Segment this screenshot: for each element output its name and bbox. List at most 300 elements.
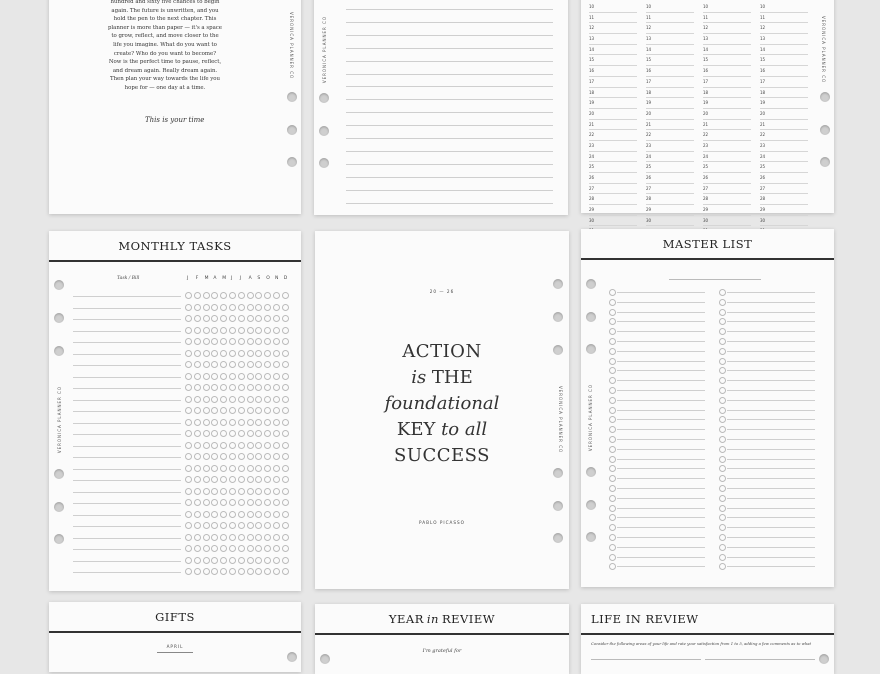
day-cell[interactable]: 21 [646, 120, 694, 131]
list-checkbox[interactable] [719, 358, 726, 365]
task-line[interactable] [73, 538, 181, 539]
day-cell[interactable]: 23 [703, 141, 751, 152]
task-checkbox[interactable] [247, 419, 254, 426]
list-checkbox[interactable] [719, 309, 726, 316]
task-checkbox[interactable] [229, 534, 236, 541]
task-line[interactable] [73, 457, 181, 458]
list-line[interactable] [727, 527, 815, 528]
task-checkbox[interactable] [282, 315, 289, 322]
day-cell[interactable]: 18 [703, 88, 751, 99]
list-checkbox[interactable] [609, 426, 616, 433]
list-checkbox[interactable] [719, 377, 726, 384]
task-checkbox[interactable] [273, 396, 280, 403]
day-cell[interactable]: 27 [760, 184, 808, 195]
task-checkbox[interactable] [229, 407, 236, 414]
task-checkbox[interactable] [203, 361, 210, 368]
task-checkbox[interactable] [203, 430, 210, 437]
day-cell[interactable]: 15 [646, 55, 694, 66]
task-checkbox[interactable] [247, 292, 254, 299]
task-checkbox[interactable] [185, 315, 192, 322]
task-checkbox[interactable] [229, 315, 236, 322]
task-checkbox[interactable] [255, 373, 262, 380]
task-checkbox[interactable] [247, 338, 254, 345]
task-checkbox[interactable] [282, 499, 289, 506]
task-line[interactable] [73, 423, 181, 424]
task-checkbox[interactable] [194, 557, 201, 564]
list-line[interactable] [617, 498, 705, 499]
task-checkbox[interactable] [229, 361, 236, 368]
task-checkbox[interactable] [273, 430, 280, 437]
task-checkbox[interactable] [264, 315, 271, 322]
task-line[interactable] [73, 342, 181, 343]
task-checkbox[interactable] [247, 373, 254, 380]
list-checkbox[interactable] [609, 514, 616, 521]
task-checkbox[interactable] [220, 465, 227, 472]
task-checkbox[interactable] [229, 338, 236, 345]
task-checkbox[interactable] [194, 350, 201, 357]
task-checkbox[interactable] [282, 465, 289, 472]
task-checkbox[interactable] [229, 292, 236, 299]
task-checkbox[interactable] [203, 499, 210, 506]
day-cell[interactable]: 30 [760, 216, 808, 227]
task-checkbox[interactable] [247, 361, 254, 368]
day-cell[interactable]: 10 [760, 2, 808, 13]
task-checkbox[interactable] [185, 511, 192, 518]
task-checkbox[interactable] [211, 430, 218, 437]
list-line[interactable] [727, 351, 815, 352]
day-cell[interactable]: 28 [589, 194, 637, 205]
list-checkbox[interactable] [609, 436, 616, 443]
task-checkbox[interactable] [264, 557, 271, 564]
task-checkbox[interactable] [255, 568, 262, 575]
task-checkbox[interactable] [282, 419, 289, 426]
task-checkbox[interactable] [264, 430, 271, 437]
task-checkbox[interactable] [185, 407, 192, 414]
list-checkbox[interactable] [609, 465, 616, 472]
list-line[interactable] [617, 370, 705, 371]
task-line[interactable] [73, 388, 181, 389]
list-line[interactable] [727, 488, 815, 489]
task-checkbox[interactable] [194, 476, 201, 483]
task-checkbox[interactable] [229, 419, 236, 426]
task-checkbox[interactable] [203, 315, 210, 322]
task-checkbox[interactable] [273, 488, 280, 495]
task-checkbox[interactable] [211, 465, 218, 472]
task-checkbox[interactable] [211, 327, 218, 334]
day-cell[interactable]: 23 [589, 141, 637, 152]
list-line[interactable] [727, 400, 815, 401]
task-checkbox[interactable] [238, 499, 245, 506]
day-cell[interactable]: 25 [760, 162, 808, 173]
task-checkbox[interactable] [282, 327, 289, 334]
task-checkbox[interactable] [185, 384, 192, 391]
list-checkbox[interactable] [719, 328, 726, 335]
list-checkbox[interactable] [719, 505, 726, 512]
list-checkbox[interactable] [719, 475, 726, 482]
list-checkbox[interactable] [609, 328, 616, 335]
day-cell[interactable]: 14 [703, 45, 751, 56]
task-checkbox[interactable] [247, 499, 254, 506]
task-checkbox[interactable] [229, 453, 236, 460]
day-cell[interactable]: 10 [589, 2, 637, 13]
day-cell[interactable]: 29 [703, 205, 751, 216]
list-line[interactable] [617, 508, 705, 509]
task-line[interactable] [73, 515, 181, 516]
day-cell[interactable]: 19 [646, 98, 694, 109]
task-checkbox[interactable] [194, 396, 201, 403]
task-checkbox[interactable] [220, 384, 227, 391]
task-checkbox[interactable] [238, 430, 245, 437]
day-cell[interactable]: 26 [703, 173, 751, 184]
task-checkbox[interactable] [220, 557, 227, 564]
task-checkbox[interactable] [203, 327, 210, 334]
task-checkbox[interactable] [194, 568, 201, 575]
list-line[interactable] [617, 400, 705, 401]
task-checkbox[interactable] [185, 396, 192, 403]
task-checkbox[interactable] [220, 453, 227, 460]
task-checkbox[interactable] [247, 453, 254, 460]
task-checkbox[interactable] [238, 304, 245, 311]
task-checkbox[interactable] [282, 430, 289, 437]
task-checkbox[interactable] [255, 304, 262, 311]
task-checkbox[interactable] [264, 453, 271, 460]
day-cell[interactable]: 26 [589, 173, 637, 184]
task-checkbox[interactable] [185, 373, 192, 380]
list-line[interactable] [727, 361, 815, 362]
task-checkbox[interactable] [229, 373, 236, 380]
task-line[interactable] [73, 308, 181, 309]
task-checkbox[interactable] [273, 338, 280, 345]
task-checkbox[interactable] [255, 292, 262, 299]
task-checkbox[interactable] [264, 476, 271, 483]
task-line[interactable] [73, 549, 181, 550]
day-cell[interactable]: 30 [703, 216, 751, 227]
task-checkbox[interactable] [220, 304, 227, 311]
task-checkbox[interactable] [194, 499, 201, 506]
task-checkbox[interactable] [264, 373, 271, 380]
task-checkbox[interactable] [273, 373, 280, 380]
task-checkbox[interactable] [194, 407, 201, 414]
task-checkbox[interactable] [282, 453, 289, 460]
task-checkbox[interactable] [247, 350, 254, 357]
task-checkbox[interactable] [220, 511, 227, 518]
list-line[interactable] [727, 449, 815, 450]
task-checkbox[interactable] [247, 522, 254, 529]
day-cell[interactable]: 24 [703, 152, 751, 163]
task-checkbox[interactable] [194, 522, 201, 529]
task-checkbox[interactable] [264, 292, 271, 299]
list-line[interactable] [617, 331, 705, 332]
task-checkbox[interactable] [238, 511, 245, 518]
list-line[interactable] [727, 566, 815, 567]
task-checkbox[interactable] [229, 304, 236, 311]
task-checkbox[interactable] [238, 315, 245, 322]
list-line[interactable] [617, 351, 705, 352]
day-cell[interactable]: 29 [589, 205, 637, 216]
task-checkbox[interactable] [264, 465, 271, 472]
day-cell[interactable]: 15 [760, 55, 808, 66]
task-checkbox[interactable] [203, 534, 210, 541]
task-checkbox[interactable] [203, 396, 210, 403]
list-checkbox[interactable] [719, 338, 726, 345]
list-checkbox[interactable] [609, 289, 616, 296]
task-checkbox[interactable] [255, 315, 262, 322]
day-cell[interactable]: 16 [703, 66, 751, 77]
task-checkbox[interactable] [203, 511, 210, 518]
list-checkbox[interactable] [609, 446, 616, 453]
task-checkbox[interactable] [203, 384, 210, 391]
task-checkbox[interactable] [273, 327, 280, 334]
list-checkbox[interactable] [609, 407, 616, 414]
day-cell[interactable]: 14 [760, 45, 808, 56]
task-checkbox[interactable] [220, 407, 227, 414]
task-line[interactable] [73, 365, 181, 366]
task-checkbox[interactable] [203, 453, 210, 460]
list-line[interactable] [727, 517, 815, 518]
task-checkbox[interactable] [220, 419, 227, 426]
task-line[interactable] [73, 354, 181, 355]
task-checkbox[interactable] [238, 327, 245, 334]
day-cell[interactable]: 12 [703, 23, 751, 34]
task-checkbox[interactable] [211, 350, 218, 357]
task-checkbox[interactable] [282, 557, 289, 564]
task-checkbox[interactable] [185, 568, 192, 575]
task-checkbox[interactable] [220, 499, 227, 506]
list-line[interactable] [617, 547, 705, 548]
list-line[interactable] [727, 439, 815, 440]
task-checkbox[interactable] [220, 522, 227, 529]
task-checkbox[interactable] [238, 407, 245, 414]
list-line[interactable] [617, 429, 705, 430]
list-line[interactable] [727, 508, 815, 509]
day-cell[interactable]: 19 [760, 98, 808, 109]
day-cell[interactable]: 25 [703, 162, 751, 173]
task-checkbox[interactable] [185, 350, 192, 357]
day-cell[interactable]: 28 [646, 194, 694, 205]
task-checkbox[interactable] [282, 522, 289, 529]
day-cell[interactable]: 10 [703, 2, 751, 13]
list-line[interactable] [617, 468, 705, 469]
task-checkbox[interactable] [203, 407, 210, 414]
task-checkbox[interactable] [185, 557, 192, 564]
task-line[interactable] [73, 480, 181, 481]
list-checkbox[interactable] [719, 407, 726, 414]
task-checkbox[interactable] [247, 327, 254, 334]
task-checkbox[interactable] [273, 350, 280, 357]
day-cell[interactable]: 29 [760, 205, 808, 216]
day-cell[interactable]: 16 [646, 66, 694, 77]
task-checkbox[interactable] [220, 488, 227, 495]
list-checkbox[interactable] [609, 544, 616, 551]
task-checkbox[interactable] [203, 465, 210, 472]
task-checkbox[interactable] [203, 488, 210, 495]
task-checkbox[interactable] [185, 304, 192, 311]
task-checkbox[interactable] [194, 430, 201, 437]
day-cell[interactable]: 12 [589, 23, 637, 34]
task-checkbox[interactable] [211, 534, 218, 541]
day-cell[interactable]: 16 [589, 66, 637, 77]
list-checkbox[interactable] [609, 475, 616, 482]
task-checkbox[interactable] [211, 568, 218, 575]
list-checkbox[interactable] [719, 465, 726, 472]
day-cell[interactable]: 14 [589, 45, 637, 56]
task-checkbox[interactable] [211, 488, 218, 495]
task-checkbox[interactable] [282, 396, 289, 403]
task-line[interactable] [73, 377, 181, 378]
task-checkbox[interactable] [264, 499, 271, 506]
task-checkbox[interactable] [203, 522, 210, 529]
task-checkbox[interactable] [211, 292, 218, 299]
task-checkbox[interactable] [211, 373, 218, 380]
list-line[interactable] [617, 419, 705, 420]
day-cell[interactable]: 15 [703, 55, 751, 66]
list-checkbox[interactable] [719, 534, 726, 541]
task-checkbox[interactable] [255, 522, 262, 529]
day-cell[interactable]: 24 [646, 152, 694, 163]
task-checkbox[interactable] [247, 557, 254, 564]
day-cell[interactable]: 19 [703, 98, 751, 109]
task-checkbox[interactable] [282, 384, 289, 391]
task-checkbox[interactable] [282, 407, 289, 414]
day-cell[interactable]: 20 [646, 109, 694, 120]
task-checkbox[interactable] [282, 568, 289, 575]
task-checkbox[interactable] [255, 442, 262, 449]
task-checkbox[interactable] [255, 453, 262, 460]
task-checkbox[interactable] [238, 545, 245, 552]
task-checkbox[interactable] [194, 338, 201, 345]
task-checkbox[interactable] [238, 557, 245, 564]
list-checkbox[interactable] [609, 505, 616, 512]
list-checkbox[interactable] [609, 358, 616, 365]
day-cell[interactable]: 18 [760, 88, 808, 99]
list-line[interactable] [617, 488, 705, 489]
day-cell[interactable]: 17 [760, 77, 808, 88]
task-checkbox[interactable] [282, 304, 289, 311]
task-checkbox[interactable] [185, 476, 192, 483]
task-checkbox[interactable] [211, 304, 218, 311]
task-checkbox[interactable] [194, 384, 201, 391]
task-checkbox[interactable] [247, 488, 254, 495]
task-checkbox[interactable] [282, 442, 289, 449]
task-checkbox[interactable] [220, 350, 227, 357]
task-line[interactable] [73, 296, 181, 297]
task-checkbox[interactable] [220, 442, 227, 449]
day-cell[interactable]: 26 [760, 173, 808, 184]
task-checkbox[interactable] [229, 522, 236, 529]
task-checkbox[interactable] [220, 534, 227, 541]
list-checkbox[interactable] [719, 563, 726, 570]
day-cell[interactable]: 21 [589, 120, 637, 131]
task-checkbox[interactable] [211, 338, 218, 345]
list-checkbox[interactable] [719, 456, 726, 463]
task-checkbox[interactable] [273, 407, 280, 414]
task-checkbox[interactable] [220, 476, 227, 483]
task-checkbox[interactable] [255, 396, 262, 403]
task-checkbox[interactable] [255, 557, 262, 564]
list-line[interactable] [617, 341, 705, 342]
list-line[interactable] [727, 429, 815, 430]
task-checkbox[interactable] [264, 511, 271, 518]
task-checkbox[interactable] [255, 430, 262, 437]
day-cell[interactable]: 22 [646, 130, 694, 141]
list-checkbox[interactable] [609, 495, 616, 502]
list-checkbox[interactable] [609, 338, 616, 345]
list-line[interactable] [727, 478, 815, 479]
task-checkbox[interactable] [247, 430, 254, 437]
task-checkbox[interactable] [273, 534, 280, 541]
task-checkbox[interactable] [229, 488, 236, 495]
task-checkbox[interactable] [185, 545, 192, 552]
task-checkbox[interactable] [194, 453, 201, 460]
list-checkbox[interactable] [719, 348, 726, 355]
task-checkbox[interactable] [203, 373, 210, 380]
day-cell[interactable]: 13 [589, 34, 637, 45]
task-checkbox[interactable] [238, 522, 245, 529]
task-checkbox[interactable] [238, 350, 245, 357]
day-cell[interactable]: 19 [589, 98, 637, 109]
task-line[interactable] [73, 400, 181, 401]
task-checkbox[interactable] [203, 557, 210, 564]
list-line[interactable] [727, 557, 815, 558]
task-line[interactable] [73, 319, 181, 320]
day-cell[interactable]: 27 [589, 184, 637, 195]
task-checkbox[interactable] [229, 568, 236, 575]
list-checkbox[interactable] [719, 318, 726, 325]
task-checkbox[interactable] [229, 350, 236, 357]
task-checkbox[interactable] [282, 488, 289, 495]
task-checkbox[interactable] [185, 442, 192, 449]
task-checkbox[interactable] [238, 338, 245, 345]
task-checkbox[interactable] [247, 465, 254, 472]
day-cell[interactable]: 11 [646, 13, 694, 24]
task-checkbox[interactable] [229, 465, 236, 472]
task-checkbox[interactable] [247, 315, 254, 322]
task-checkbox[interactable] [194, 361, 201, 368]
list-line[interactable] [617, 527, 705, 528]
list-line[interactable] [727, 498, 815, 499]
list-line[interactable] [727, 547, 815, 548]
task-checkbox[interactable] [238, 419, 245, 426]
task-checkbox[interactable] [247, 476, 254, 483]
task-checkbox[interactable] [185, 488, 192, 495]
task-checkbox[interactable] [194, 465, 201, 472]
task-checkbox[interactable] [229, 499, 236, 506]
task-checkbox[interactable] [264, 338, 271, 345]
task-line[interactable] [73, 572, 181, 573]
task-checkbox[interactable] [273, 568, 280, 575]
list-line[interactable] [727, 537, 815, 538]
day-cell[interactable]: 27 [703, 184, 751, 195]
list-checkbox[interactable] [609, 299, 616, 306]
day-cell[interactable]: 17 [646, 77, 694, 88]
list-checkbox[interactable] [719, 514, 726, 521]
task-checkbox[interactable] [255, 327, 262, 334]
task-checkbox[interactable] [220, 430, 227, 437]
list-checkbox[interactable] [719, 524, 726, 531]
day-cell[interactable]: 25 [646, 162, 694, 173]
task-checkbox[interactable] [255, 488, 262, 495]
task-line[interactable] [73, 561, 181, 562]
task-checkbox[interactable] [185, 361, 192, 368]
task-checkbox[interactable] [229, 327, 236, 334]
task-checkbox[interactable] [220, 545, 227, 552]
task-checkbox[interactable] [264, 384, 271, 391]
task-checkbox[interactable] [194, 511, 201, 518]
task-checkbox[interactable] [273, 304, 280, 311]
task-checkbox[interactable] [273, 292, 280, 299]
list-checkbox[interactable] [719, 495, 726, 502]
task-checkbox[interactable] [194, 488, 201, 495]
